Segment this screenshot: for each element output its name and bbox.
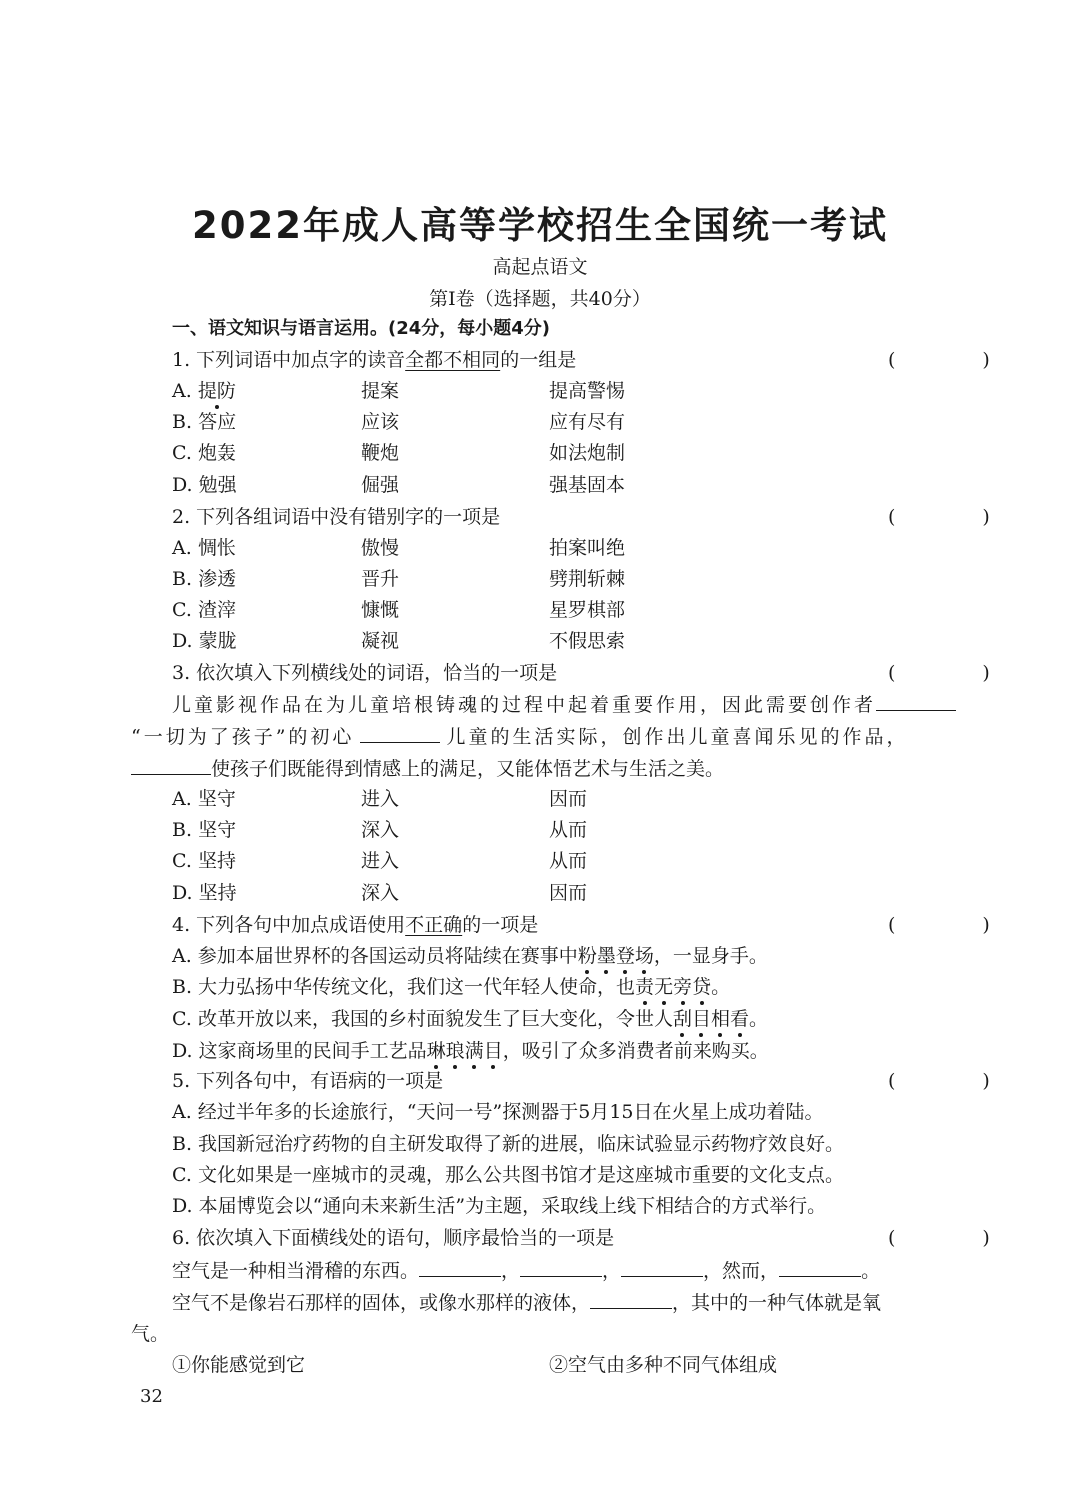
q5-stem: 5. 下列各句中，有语病的一项是 — [172, 1070, 444, 1092]
q5-option-d: D. 本届博览会以“通向未来新生活”为主题，采取线上线下相结合的方式举行。 — [172, 1195, 827, 1217]
q2-option-d-word3: 不假思索 — [549, 630, 626, 652]
q4-stem: 4. 下列各句中加点成语使用不正确的一项是 — [172, 914, 539, 936]
q3-option-c-word2: 进入 — [361, 850, 400, 872]
q1-option-b-word3: 应有尽有 — [549, 411, 626, 433]
q1-option-b-word2: 应该 — [361, 411, 400, 433]
q6-stem: 6. 依次填入下面横线处的语句，顺序最恰当的一项是 — [172, 1227, 615, 1249]
q6-passage-line3: 气。 — [131, 1323, 170, 1345]
q3-option-b-word2: 深入 — [361, 819, 400, 841]
q5-option-b: B. 我国新冠治疗药物的自主研发取得了新的进展，临床试验显示药物疗效良好。 — [172, 1133, 845, 1155]
q1-option-b: B. 答应 — [172, 411, 237, 433]
exam-title: 2022年成人高等学校招生全国统一考试 — [192, 204, 888, 247]
q4-option-c: C. 改革开放以来，我国的乡村面貌发生了巨大变化，令世人刮目相看。 — [172, 1008, 769, 1030]
q2-option-a: A. 惆怅 — [172, 537, 236, 559]
q1-option-c-word3: 如法炮制 — [549, 442, 626, 464]
q4-idiom-d — [427, 1040, 503, 1062]
volume-title: 第Ⅰ卷（选择题，共40分） — [429, 288, 651, 310]
emphasis-char: 粉 — [577, 945, 597, 967]
q2-option-b-word2: 晋升 — [361, 568, 400, 590]
emphasis-char: 满 — [464, 1040, 484, 1062]
emphasis-char: 看 — [730, 1008, 750, 1030]
q5-option-c: C. 文化如果是一座城市的灵魂，那么公共图书馆才是这座城市重要的文化支点。 — [172, 1164, 844, 1186]
emphasis-char: 目 — [691, 1008, 711, 1030]
q4-idiom-a — [578, 945, 654, 967]
q3-option-d-word3: 因而 — [549, 882, 588, 904]
section-heading: 一、语文知识与语言运用。(24分，每小题4分) — [172, 318, 551, 339]
q3-blank-1 — [876, 690, 956, 711]
q4-option-d: D. 这家商场里的民间手工艺品琳琅满目，吸引了众多消费者前来购买。 — [172, 1040, 769, 1062]
q3-answer-paren: ( ) — [888, 662, 1024, 684]
emphasis-char: 责 — [635, 976, 655, 998]
q5-option-a: A. 经过半年多的长途旅行，“天问一号”探测器于5月15日在火星上成功着陆。 — [172, 1101, 824, 1123]
q1-option-c-word2: 鞭炮 — [361, 442, 400, 464]
emphasis-char: 墨 — [596, 945, 616, 967]
q3-option-c: C. 坚持 — [172, 850, 236, 872]
emphasis-char: 琅 — [445, 1040, 465, 1062]
q6-blank-5 — [590, 1288, 672, 1309]
q2-option-a-word3: 拍案叫绝 — [549, 537, 626, 559]
q3-option-a-word2: 进入 — [361, 788, 400, 810]
q1-option-a: A. 提防 — [172, 380, 236, 402]
q2-option-a-word2: 傲慢 — [361, 537, 400, 559]
q6-blank-2 — [520, 1256, 602, 1277]
q2-option-d: D. 蒙胧 — [172, 630, 237, 652]
q3-blank-2 — [360, 722, 440, 743]
q4-option-b: B. 大力弘扬中华传统文化，我们这一代年轻人使命，也责无旁贷。 — [172, 976, 731, 998]
q2-stem: 2. 下列各组词语中没有错别字的一项是 — [172, 506, 501, 528]
emphasis-char: 旁 — [673, 976, 693, 998]
q6-item-2: ②空气由多种不同气体组成 — [549, 1354, 778, 1376]
q3-passage-line3: 使孩子们既能得到情感上的满足，又能体悟艺术与生活之美。 — [131, 754, 724, 783]
q1-answer-paren: ( ) — [888, 349, 1024, 371]
q4-option-a: A. 参加本届世界杯的各国运动员将陆续在赛事中粉墨登场，一显身手。 — [172, 945, 768, 967]
subject-title: 高起点语文 — [492, 256, 588, 278]
q3-option-a-word3: 因而 — [549, 788, 588, 810]
q3-option-b-word3: 从而 — [549, 819, 588, 841]
q2-answer-paren: ( ) — [888, 506, 1024, 528]
q2-option-c-word2: 慷慨 — [361, 599, 400, 621]
q1-option-d: D. 勉强 — [172, 474, 237, 496]
q3-blank-3 — [131, 754, 211, 775]
q1-option-a-word3: 提高警惕 — [549, 380, 626, 402]
emphasis-char: 无 — [654, 976, 674, 998]
emphasis-char: 相 — [710, 1008, 730, 1030]
q3-passage-line2: “一切为了孩子”的初心 儿童的生活实际，创作出儿童喜闻乐见的作品， — [131, 722, 908, 751]
q3-option-b: B. 坚守 — [172, 819, 237, 841]
q1-option-d-word3: 强基固本 — [549, 474, 626, 496]
q2-option-c-word3: 星罗棋部 — [549, 599, 626, 621]
q4-idiom-b — [635, 976, 711, 998]
q3-option-d: D. 坚持 — [172, 882, 237, 904]
q3-stem: 3. 依次填入下列横线处的词语，恰当的一项是 — [172, 662, 558, 684]
q4-answer-paren: ( ) — [888, 914, 1024, 936]
q1-option-d-word2: 倔强 — [361, 474, 400, 496]
q6-passage-line2: 空气不是像岩石那样的固体，或像水那样的液体， ，其中的一种气体就是氧 — [172, 1288, 881, 1317]
q6-blank-4 — [779, 1256, 861, 1277]
q6-blank-1 — [419, 1256, 501, 1277]
emphasis-char: 刮 — [672, 1008, 692, 1030]
q6-answer-paren: ( ) — [888, 1227, 1024, 1249]
page-number: 32 — [140, 1386, 163, 1407]
q6-passage-line1: 空气是一种相当滑稽的东西。 ， ， ，然而， 。 — [172, 1256, 880, 1285]
q1-option-a-word2: 提案 — [361, 380, 400, 402]
q4-idiom-c — [673, 1008, 749, 1030]
q2-option-b-word3: 劈荆斩棘 — [549, 568, 626, 590]
emphasis-char: 目 — [483, 1040, 503, 1062]
q5-answer-paren: ( ) — [888, 1070, 1024, 1092]
q6-blank-3 — [621, 1256, 703, 1277]
q3-passage-line1: 儿童影视作品在为儿童培根铸魂的过程中起着重要作用，因此需要创作者 — [172, 690, 956, 719]
q3-option-c-word3: 从而 — [549, 850, 588, 872]
q2-option-b: B. 渗透 — [172, 568, 237, 590]
q1-stem: 1. 下列词语中加点字的读音全都不相同的一组是 — [172, 349, 577, 371]
q2-option-d-word2: 凝视 — [361, 630, 400, 652]
q3-option-a: A. 坚守 — [172, 788, 236, 810]
emphasis-char: 琳 — [426, 1040, 446, 1062]
q6-item-1: ①你能感觉到它 — [172, 1354, 306, 1376]
q3-option-d-word2: 深入 — [361, 882, 400, 904]
emphasis-char: 贷 — [692, 976, 712, 998]
emphasis-char: 场 — [634, 945, 654, 967]
q1-option-c: C. 炮轰 — [172, 442, 236, 464]
q2-option-c: C. 渣滓 — [172, 599, 236, 621]
emphasis-char: 登 — [615, 945, 635, 967]
